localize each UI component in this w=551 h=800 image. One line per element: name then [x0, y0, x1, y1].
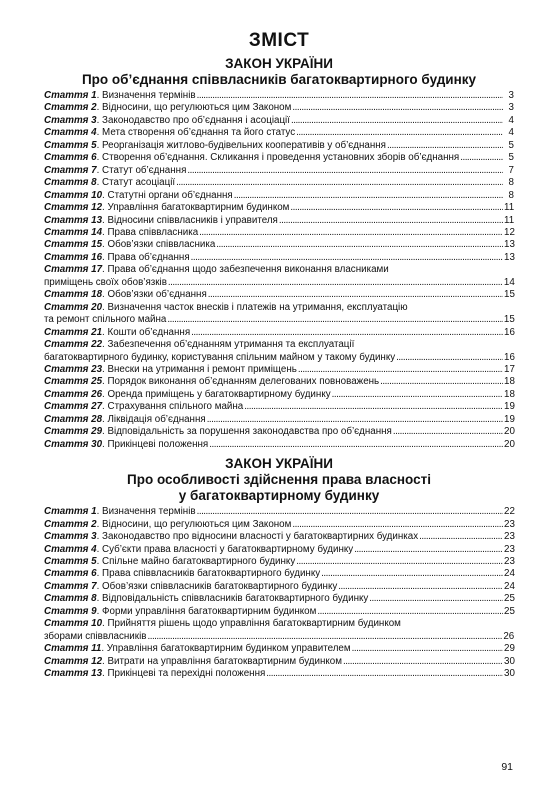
- toc-entry-line: [44, 352, 514, 364]
- article-page-number: 20: [504, 438, 515, 450]
- toc-entry-line: [44, 643, 514, 655]
- toc-entry-title: [44, 289, 207, 301]
- article-page-number: 25: [504, 593, 515, 605]
- article-page-number: 20: [504, 426, 515, 438]
- article-label: Стаття 6: [44, 152, 97, 164]
- toc-entry-line: [44, 401, 514, 413]
- toc-entry-line: [44, 252, 514, 264]
- article-page-number: 13: [504, 239, 515, 251]
- article-title: . Визначення термінів: [96, 90, 196, 101]
- dot-leader: [317, 606, 503, 618]
- article-title: . Відповідальність за порушення законодавства про об’єднання: [102, 426, 392, 438]
- article-page-number: 13: [504, 251, 515, 263]
- article-title: . Права об’єднання: [102, 251, 190, 263]
- dot-leader: [191, 327, 503, 339]
- article-label: Стаття 7: [44, 164, 97, 176]
- article-label: Стаття 10: [44, 618, 103, 630]
- toc-entry-title: [44, 190, 233, 202]
- toc-entry-title: [44, 668, 265, 680]
- dot-leader: [147, 631, 502, 643]
- article-title: . Відносини, що регулюються цим Законом: [96, 518, 292, 530]
- toc-entry-line: [44, 227, 514, 239]
- article-title: . Законодавство про відносини власності у багатоквартирних будинках: [96, 531, 419, 543]
- toc-entry-title: [44, 426, 392, 438]
- article-title: . Управління багатоквартирним будинком: [102, 202, 290, 214]
- toc-entry-title: [44, 177, 175, 189]
- article-label: Стаття 2: [44, 102, 97, 114]
- article-page-number: 18: [504, 388, 515, 400]
- dot-leader: [197, 90, 503, 102]
- article-page-number: 18: [504, 376, 515, 388]
- toc-entry: [44, 593, 514, 605]
- article-title: . Прийняття рішень щодо управління багатоквартирним будинком: [102, 618, 401, 630]
- toc-entry-line: [44, 102, 514, 114]
- toc-entry: [44, 439, 514, 451]
- article-label: Стаття 8: [44, 177, 97, 189]
- article-page-number: 30: [504, 668, 515, 680]
- toc-entry-line: [44, 668, 514, 680]
- article-title: . Статутні органи об’єднання: [102, 189, 233, 201]
- article-page-number: 23: [504, 543, 515, 555]
- article-title-continued: та ремонт спільного майна: [44, 314, 167, 326]
- toc-entry-line: [44, 90, 514, 102]
- dot-leader: [296, 127, 503, 139]
- article-label: Стаття 12: [44, 655, 103, 667]
- dot-leader: [387, 140, 503, 152]
- article-title: . Витрати на управління багатоквартирним будинком: [102, 655, 342, 667]
- toc-entry-title: [44, 556, 295, 568]
- article-page-number: 3: [508, 90, 514, 101]
- law-section-1: [44, 56, 514, 451]
- toc-entry-line: [44, 656, 514, 668]
- article-label: Стаття 13: [44, 668, 103, 680]
- toc-entry: [44, 376, 514, 388]
- article-page-number: 19: [504, 413, 515, 425]
- toc-entry-title: [44, 414, 206, 426]
- toc-entry-title: [44, 389, 331, 401]
- toc-entry-line: [44, 314, 514, 326]
- dot-leader: [290, 202, 503, 214]
- article-label: Стаття 5: [44, 555, 97, 567]
- toc-entry-line: [44, 289, 514, 301]
- article-page-number: 23: [504, 518, 515, 530]
- toc-entry-line: [44, 177, 514, 189]
- toc-entry-title: [44, 227, 198, 239]
- toc-entry-title: [44, 439, 208, 451]
- dot-leader: [216, 239, 503, 251]
- toc-entry-title: [44, 264, 389, 276]
- article-label: Стаття 30: [44, 438, 103, 450]
- toc-entry: [44, 668, 514, 680]
- toc-entry-line: [44, 115, 514, 127]
- toc-entry: [44, 227, 514, 239]
- law-heading-2-line-3: у багатоквартирному будинку: [178, 488, 380, 504]
- toc-entry: [44, 618, 514, 643]
- article-label: Стаття 3: [44, 114, 97, 126]
- toc-list-2: [44, 506, 514, 680]
- article-title: . Оренда приміщень у багатоквартирному будинку: [102, 388, 331, 400]
- article-page-number: 8: [508, 189, 514, 201]
- toc-entry: [44, 531, 514, 543]
- article-page-number: 4: [508, 127, 514, 139]
- dot-leader: [354, 544, 503, 556]
- article-page-number: 24: [504, 580, 515, 592]
- article-page-number: 23: [504, 531, 515, 543]
- toc-entry: [44, 127, 514, 139]
- dot-leader: [321, 568, 503, 580]
- article-title: . Права співвласника: [102, 226, 199, 238]
- page-title: ЗМІСТ: [248, 30, 310, 51]
- article-title: . Відносини, що регулюються цим Законом: [96, 102, 292, 114]
- article-title: . Прикінцеві та перехідні положення: [102, 668, 266, 680]
- article-page-number: 4: [508, 114, 514, 126]
- toc-entry-title: [44, 165, 186, 177]
- toc-entry-line: [44, 631, 514, 643]
- article-label: Стаття 15: [44, 239, 103, 251]
- article-title-continued: приміщень своїх обов’язків: [44, 276, 167, 288]
- toc-entry: [44, 339, 514, 364]
- toc-entry: [44, 140, 514, 152]
- toc-entry: [44, 190, 514, 202]
- article-label: Стаття 8: [44, 593, 97, 605]
- toc-entry: [44, 252, 514, 264]
- article-page-number: 29: [504, 643, 515, 655]
- toc-entry-title: [44, 140, 386, 152]
- dot-leader: [207, 414, 503, 426]
- dot-leader: [199, 227, 503, 239]
- article-label: Стаття 14: [44, 226, 103, 238]
- article-title: . Порядок виконання об’єднанням делегованих повноважень: [102, 376, 380, 388]
- toc-entry-line: [44, 239, 514, 251]
- toc-entry-title: [44, 364, 297, 376]
- article-label: Стаття 18: [44, 289, 103, 301]
- dot-leader: [187, 165, 503, 177]
- toc-entry-line: [44, 568, 514, 580]
- article-page-number: 17: [504, 363, 515, 375]
- toc-entry-line: [44, 364, 514, 376]
- toc-entry-line: [44, 544, 514, 556]
- toc-entry-line: [44, 327, 514, 339]
- toc-entry: [44, 289, 514, 301]
- dot-leader: [234, 190, 503, 202]
- article-title: . Суб’єкти права власності у багатоквартирному будинку: [96, 543, 354, 555]
- article-label: Стаття 27: [44, 401, 103, 413]
- article-title: . Обов’язки об’єднання: [102, 289, 207, 301]
- dot-leader: [209, 439, 503, 451]
- dot-leader: [176, 177, 503, 189]
- law-heading-1-line-2: Про об’єднання співвласників багатоквартирного будинку: [81, 72, 477, 87]
- article-label: Стаття 7: [44, 580, 97, 592]
- article-title: . Відносини співвласників і управителя: [102, 214, 278, 226]
- article-label: Стаття 3: [44, 531, 97, 543]
- toc-entry: [44, 152, 514, 164]
- article-label: Стаття 28: [44, 413, 103, 425]
- law-section-2: [44, 456, 514, 680]
- article-label: Стаття 29: [44, 426, 103, 438]
- dot-leader: [298, 364, 503, 376]
- article-title: . Забезпечення об’єднанням утримання та експлуатації: [102, 339, 355, 351]
- dot-leader: [197, 506, 503, 518]
- article-title: . Спільне майно багатоквартирного будинку: [96, 555, 296, 567]
- article-title: . Обов’язки співвласників багатоквартирного будинку: [96, 580, 338, 592]
- article-label: Стаття 6: [44, 568, 97, 580]
- article-label: Стаття 4: [44, 127, 97, 139]
- dot-leader: [266, 668, 503, 680]
- article-page-number: 24: [504, 568, 515, 580]
- dot-leader: [208, 289, 503, 301]
- toc-entry-line: [44, 426, 514, 438]
- toc-entry: [44, 90, 514, 102]
- article-label: Стаття 17: [44, 264, 103, 276]
- toc-entry-title: [44, 252, 190, 264]
- article-title: . Управління багатоквартирним будинком управителем: [101, 643, 351, 655]
- toc-entry: [44, 327, 514, 339]
- toc-entry: [44, 568, 514, 580]
- dot-leader: [291, 115, 503, 127]
- article-page-number: 5: [508, 139, 514, 151]
- toc-entry: [44, 519, 514, 531]
- article-page-number: 16: [504, 326, 515, 338]
- toc-entry: [44, 401, 514, 413]
- toc-entry-title: [44, 531, 418, 543]
- article-title: . Прикінцеві положення: [102, 438, 209, 450]
- article-title-continued: зборами співвласників: [44, 630, 147, 642]
- article-title: . Права співвласників багатоквартирного будинку: [96, 568, 321, 580]
- toc-entry-title: [44, 339, 354, 351]
- article-label: Стаття 10: [44, 189, 103, 201]
- toc-entry-title: [44, 115, 290, 127]
- toc-entry-line: [44, 531, 514, 543]
- toc-entry: [44, 656, 514, 668]
- article-label: Стаття 4: [44, 543, 97, 555]
- dot-leader: [244, 401, 503, 413]
- toc-entry: [44, 364, 514, 376]
- toc-entry-line: [44, 152, 514, 164]
- toc-entry-line: [44, 581, 514, 593]
- toc-entry: [44, 202, 514, 214]
- toc-entry: [44, 414, 514, 426]
- document-page: [44, 30, 514, 680]
- article-page-number: 11: [504, 202, 515, 214]
- article-title: . Ліквідація об’єднання: [102, 413, 206, 425]
- article-page-number: 3: [508, 102, 514, 114]
- article-page-number: 11: [504, 214, 515, 226]
- toc-entry-line: [44, 264, 514, 276]
- article-title: . Права об’єднання щодо забезпечення виконання власниками: [102, 264, 389, 276]
- toc-entry: [44, 115, 514, 127]
- article-label: Стаття 23: [44, 363, 103, 375]
- toc-entry-title: [44, 202, 289, 214]
- article-label: Стаття 2: [44, 518, 97, 530]
- toc-entry-title: [44, 215, 278, 227]
- toc-entry-title: [44, 656, 342, 668]
- toc-entry-title: [44, 643, 351, 655]
- toc-entry-title: [44, 401, 243, 413]
- article-label: Стаття 11: [44, 643, 102, 655]
- article-title: . Внески на утримання і ремонт приміщень: [102, 363, 297, 375]
- toc-entry: [44, 581, 514, 593]
- toc-entry-line: [44, 414, 514, 426]
- article-title: . Законодавство про об’єднання і асоціації: [96, 114, 290, 126]
- toc-entry: [44, 643, 514, 655]
- dot-leader: [460, 152, 503, 164]
- article-label: Стаття 16: [44, 251, 103, 263]
- law-heading-1-line-1: ЗАКОН УКРАЇНИ: [225, 56, 333, 71]
- toc-entry: [44, 606, 514, 618]
- toc-entry-title: [44, 618, 401, 630]
- article-page-number: 5: [508, 152, 514, 164]
- toc-entry-line: [44, 389, 514, 401]
- toc-entry: [44, 426, 514, 438]
- article-title: . Мета створення об’єднання та його статус: [96, 127, 296, 139]
- toc-list-1: [44, 90, 514, 451]
- toc-entry: [44, 556, 514, 568]
- page-number: 91: [501, 761, 513, 773]
- article-label: Стаття 12: [44, 202, 103, 214]
- dot-leader: [296, 556, 503, 568]
- toc-entry-line: [44, 302, 514, 314]
- article-title: . Форми управління багатоквартирним будинком: [96, 605, 317, 617]
- toc-entry-line: [44, 439, 514, 451]
- law-heading-2-line-1: ЗАКОН УКРАЇНИ: [225, 456, 333, 472]
- article-title-continued: багатоквартирного будинку, користування спільним майном у такому будинку: [44, 351, 396, 363]
- article-title: . Статут асоціації: [96, 177, 176, 189]
- toc-entry-title: [44, 90, 196, 102]
- toc-entry-title: [44, 239, 215, 251]
- toc-entry-line: [44, 277, 514, 289]
- law-heading-2-line-2: Про особливості здійснення права власності: [127, 472, 431, 488]
- article-page-number: 15: [503, 314, 515, 326]
- toc-entry-line: [44, 190, 514, 202]
- dot-leader: [279, 215, 503, 227]
- article-title: . Кошти об’єднання: [102, 326, 191, 338]
- dot-leader: [369, 593, 503, 605]
- article-title: . Страхування спільного майна: [102, 401, 244, 413]
- article-title: . Реорганізація житлово-будівельних кооперативів у об’єднання: [96, 139, 386, 151]
- toc-entry-line: [44, 618, 514, 630]
- article-page-number: 7: [508, 164, 514, 176]
- toc-entry-line: [44, 506, 514, 518]
- toc-entry: [44, 239, 514, 251]
- article-title: . Створення об’єднання. Скликання і проведення установних зборів об’єднання: [96, 152, 460, 164]
- article-page-number: 15: [504, 289, 515, 301]
- dot-leader: [191, 252, 503, 264]
- dot-leader: [352, 643, 503, 655]
- article-label: Стаття 13: [44, 214, 103, 226]
- article-page-number: 30: [504, 655, 515, 667]
- toc-entry-line: [44, 556, 514, 568]
- toc-entry-line: [44, 127, 514, 139]
- article-page-number: 22: [504, 506, 515, 518]
- dot-leader: [396, 352, 503, 364]
- toc-entry-title: [44, 506, 196, 518]
- article-title: . Статут об’єднання: [96, 164, 187, 176]
- dot-leader: [292, 102, 503, 114]
- toc-entry-line: [44, 165, 514, 177]
- article-page-number: 8: [508, 177, 514, 189]
- toc-entry-line: [44, 606, 514, 618]
- article-label: Стаття 1: [44, 506, 97, 518]
- toc-entry-title: [44, 102, 291, 114]
- toc-entry: [44, 506, 514, 518]
- toc-entry-title: [44, 376, 379, 388]
- toc-entry-title: [44, 152, 459, 164]
- article-page-number: 12: [504, 226, 515, 238]
- article-title: . Відповідальність співвласників багатоквартирного будинку: [96, 593, 369, 605]
- toc-entry: [44, 389, 514, 401]
- toc-entry-title: [44, 127, 295, 139]
- dot-leader: [393, 426, 503, 438]
- toc-entry-title: [44, 302, 408, 314]
- dot-leader: [167, 314, 503, 326]
- article-title: . Обов’язки співвласника: [102, 239, 216, 251]
- article-label: Стаття 1: [44, 90, 97, 101]
- article-label: Стаття 26: [44, 388, 103, 400]
- toc-entry-line: [44, 519, 514, 531]
- article-page-number: 23: [504, 555, 515, 567]
- dot-leader: [332, 389, 503, 401]
- toc-entry: [44, 544, 514, 556]
- dot-leader: [380, 376, 503, 388]
- toc-entry-title: [44, 519, 291, 531]
- toc-entry: [44, 102, 514, 114]
- toc-entry: [44, 215, 514, 227]
- toc-entry-title: [44, 568, 320, 580]
- article-page-number: 16: [504, 351, 515, 363]
- toc-entry: [44, 165, 514, 177]
- toc-entry-title: [44, 606, 316, 618]
- dot-leader: [168, 277, 503, 289]
- article-label: Стаття 22: [44, 339, 103, 351]
- toc-entry-line: [44, 202, 514, 214]
- toc-entry: [44, 264, 514, 289]
- toc-entry-line: [44, 339, 514, 351]
- toc-entry: [44, 177, 514, 189]
- toc-entry-title: [44, 593, 368, 605]
- article-page-number: 25: [504, 605, 515, 617]
- dot-leader: [343, 656, 503, 668]
- toc-entry-title: [44, 544, 353, 556]
- toc-entry-title: [44, 327, 190, 339]
- article-page-number: 19: [504, 401, 515, 413]
- article-label: Стаття 25: [44, 376, 103, 388]
- toc-entry-line: [44, 140, 514, 152]
- article-label: Стаття 5: [44, 139, 97, 151]
- article-label: Стаття 20: [44, 301, 103, 313]
- article-label: Стаття 9: [44, 605, 97, 617]
- toc-entry-title: [44, 581, 337, 593]
- toc-entry-line: [44, 376, 514, 388]
- article-page-number: 26: [503, 630, 515, 642]
- dot-leader: [338, 581, 503, 593]
- dot-leader: [292, 519, 503, 531]
- toc-entry-line: [44, 593, 514, 605]
- article-title: . Визначення часток внесків і платежів на утримання, експлуатацію: [102, 301, 408, 313]
- toc-entry-line: [44, 215, 514, 227]
- article-title: . Визначення термінів: [96, 506, 196, 518]
- dot-leader: [419, 531, 503, 543]
- toc-entry: [44, 302, 514, 327]
- article-page-number: 14: [503, 276, 515, 288]
- article-label: Стаття 21: [44, 326, 103, 338]
